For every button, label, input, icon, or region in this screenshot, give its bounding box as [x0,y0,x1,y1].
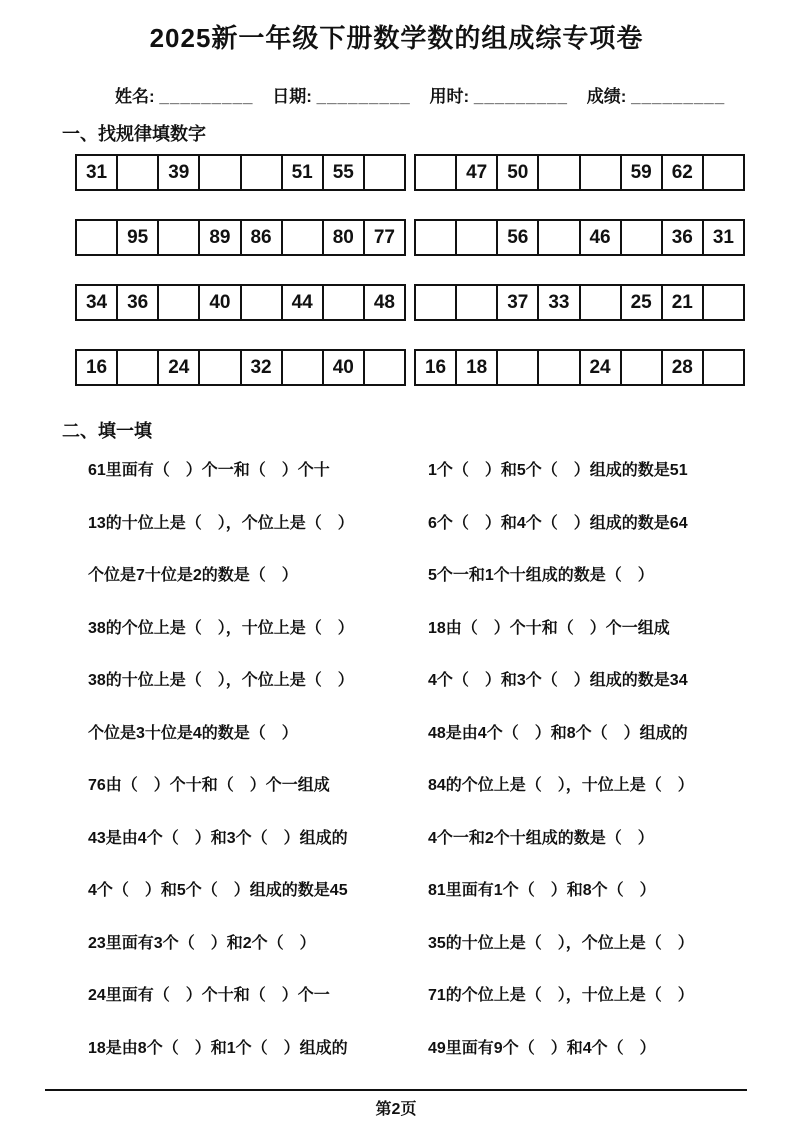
sequence-cell [283,351,324,384]
sequence-cell [457,286,498,319]
question-text: 35的十位上是（ ），个位上是（ ） [428,934,694,952]
date-blank: _________ [316,87,411,106]
sequence-cell [539,156,580,189]
sequence-cell: 51 [283,156,324,189]
sequence-cell [416,286,457,319]
question-text: 6个（ ）和4个（ ）组成的数是64 [428,514,688,532]
question-row [0,877,793,899]
page-footer [45,1089,747,1119]
sequence-cell [498,351,539,384]
question-text: 49里面有9个（ ）和4个（ ） [428,1039,656,1057]
sequence-cell: 36 [118,286,159,319]
sequence-cell [118,351,159,384]
sequence-cell: 59 [622,156,663,189]
sequence-table-4-right [414,349,745,386]
sequence-cell [416,156,457,189]
table-row-2 [0,219,793,256]
sequence-cell [457,221,498,254]
question-row [0,510,793,532]
question-text: 48是由4个（ ）和8个（ ）组成的 [428,724,688,742]
sequence-cell: 37 [498,286,539,319]
sequence-cell: 95 [118,221,159,254]
sequence-cell [118,156,159,189]
sequence-cell [365,156,404,189]
question-text: 76由（ ）个十和（ ）个一组成 [88,777,330,794]
sequence-cell: 39 [159,156,200,189]
sequence-cell [242,286,283,319]
sequence-table-3-right [414,284,745,321]
question-text: 4个一和2个十组成的数是（ ） [428,829,654,847]
name-label: 姓名: [115,87,155,106]
sequence-cell: 47 [457,156,498,189]
sequence-table-3-left [75,284,406,321]
sequence-cell [704,351,743,384]
sequence-cell: 50 [498,156,539,189]
sequence-cell [159,221,200,254]
sequence-cell [242,156,283,189]
time-used-field [429,87,568,106]
sequence-table-1-left [75,154,406,191]
sequence-cell: 24 [581,351,622,384]
time-used-blank: _________ [473,87,568,106]
question-text: 5个一和1个十组成的数是（ ） [428,567,654,584]
question-text: 个位是7十位是2的数是（ ） [88,567,298,584]
question-text: 84的个位上是（ ），十位上是（ ） [428,777,694,794]
question-text: 24里面有（ ）个十和（ ）个一 [88,987,330,1004]
sequence-cell [200,156,241,189]
sequence-cell: 86 [242,221,283,254]
page-title: 2025新一年级下册数学数的组成综专项卷 [149,23,644,53]
sequence-cell: 56 [498,221,539,254]
score-field [587,87,726,106]
sequence-cell: 21 [663,286,704,319]
name-blank: _________ [159,87,254,106]
question-text: 1个（ ）和5个（ ）组成的数是51 [428,462,688,479]
sequence-cell [159,286,200,319]
question-row [0,930,793,952]
page-number: 第2页 [375,1101,417,1118]
question-text: 18是由8个（ ）和1个（ ）组成的 [88,1039,348,1057]
sequence-cell: 16 [77,351,118,384]
table-row-1 [0,154,793,191]
question-text: 13的十位上是（ ），个位上是（ ） [88,514,354,532]
sequence-cell: 25 [622,286,663,319]
sequence-cell [581,156,622,189]
question-text: 71的个位上是（ ），十位上是（ ） [428,987,694,1004]
sequence-table-2-left [75,219,406,256]
sequence-cell: 36 [663,221,704,254]
sequence-cell: 28 [663,351,704,384]
time-used-label: 用时: [429,87,470,106]
sequence-cell: 55 [324,156,365,189]
table-row-3 [0,284,793,321]
section2-heading: 二、填一填 [62,421,152,441]
sequence-cell: 40 [200,286,241,319]
question-text: 18由（ ）个十和（ ）个一组成 [428,619,670,637]
table-row-4 [0,349,793,386]
question-text: 38的十位上是（ ），个位上是（ ） [88,672,354,689]
sequence-cell: 48 [373,291,395,313]
question-row [0,562,793,584]
score-blank: _________ [631,87,726,106]
sequence-cell: 18 [457,351,498,384]
question-row [0,667,793,689]
question-text: 61里面有（ ）个一和（ ）个十 [88,462,330,479]
sequence-cell [200,351,241,384]
sequence-cell [622,351,663,384]
question-row [0,615,793,637]
sequence-cell [539,351,580,384]
question-text: 4个（ ）和3个（ ）组成的数是34 [428,672,688,689]
sequence-cell: 44 [283,286,324,319]
worksheet-page [0,18,793,1140]
sequence-cell [416,221,457,254]
name-field [115,87,254,106]
sequence-cell [365,351,404,384]
question-text: 个位是3十位是4的数是（ ） [88,724,298,742]
question-row [0,720,793,742]
sequence-cell: 89 [200,221,241,254]
sequence-cell: 77 [373,226,395,248]
sequence-cell [581,286,622,319]
question-text: 81里面有1个（ ）和8个（ ） [428,882,656,899]
sequence-table-2-right [414,219,745,256]
sequence-cell [283,221,324,254]
score-label: 成绩: [586,87,627,106]
student-info-line [0,82,793,107]
question-text: 4个（ ）和5个（ ）组成的数是45 [88,882,348,899]
fill-in-questions [0,457,793,1057]
question-row [0,1035,793,1057]
sequence-cell: 31 [77,156,118,189]
sequence-cell [704,156,743,189]
sequence-cell: 46 [581,221,622,254]
question-row [0,982,793,1004]
sequence-cell [539,221,580,254]
sequence-table-4-left [75,349,406,386]
question-row [0,825,793,847]
date-field [272,87,411,106]
question-text: 38的个位上是（ ），十位上是（ ） [88,619,354,637]
sequence-cell: 33 [539,286,580,319]
sequence-cell [77,221,118,254]
question-row [0,457,793,479]
sequence-cell: 40 [324,351,365,384]
sequence-cell [324,286,365,319]
date-label: 日期: [272,87,312,106]
question-text: 43是由4个（ ）和3个（ ）组成的 [88,829,348,847]
sequence-cell: 32 [242,351,283,384]
sequence-cell [622,221,663,254]
sequence-cell: 31 [712,226,734,248]
sequence-cell: 34 [77,286,118,319]
sequence-cell: 62 [663,156,704,189]
sequence-cell: 24 [159,351,200,384]
question-text: 23里面有3个（ ）和2个（ ） [88,934,316,952]
sequence-cell [704,286,743,319]
section1-heading: 一、找规律填数字 [62,124,206,144]
question-row [0,772,793,794]
number-pattern-tables [0,154,793,386]
sequence-table-1-right [414,154,745,191]
sequence-cell: 80 [324,221,365,254]
sequence-cell: 16 [416,351,457,384]
